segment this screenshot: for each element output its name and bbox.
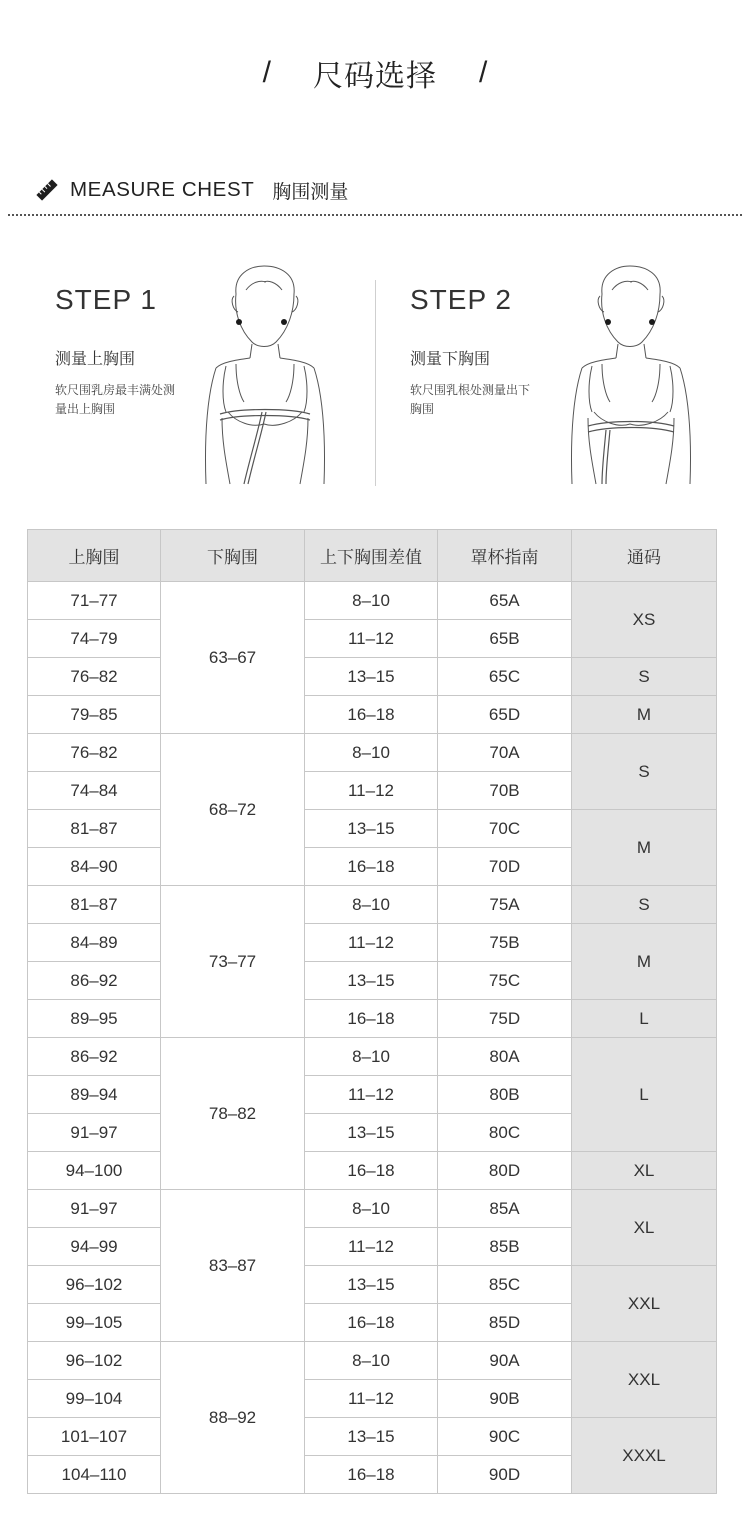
cup-size-cell: 90C <box>438 1418 572 1456</box>
cup-size-cell: 65C <box>438 658 572 696</box>
upper-chest-cell: 91–97 <box>28 1190 161 1228</box>
cup-size-cell: 70B <box>438 772 572 810</box>
upper-chest-cell: 96–102 <box>28 1266 161 1304</box>
header-chest-difference: 上下胸围差值 <box>305 530 438 582</box>
chest-difference-cell: 13–15 <box>305 810 438 848</box>
cup-size-cell: 90D <box>438 1456 572 1494</box>
step-2-title: STEP 2 <box>410 284 512 315</box>
header-cup-guide: 罩杯指南 <box>438 530 572 582</box>
step-1-subtitle: 测量上胸围 <box>55 349 136 368</box>
chest-difference-cell: 11–12 <box>305 924 438 962</box>
table-row <box>28 734 717 772</box>
general-size-cell: XXXL <box>572 1418 717 1494</box>
under-chest-cell: 88–92 <box>161 1342 305 1494</box>
upper-chest-cell: 101–107 <box>28 1418 161 1456</box>
general-size-cell: M <box>572 696 717 734</box>
under-chest-cell: 73–77 <box>161 886 305 1038</box>
step-2-description: 软尺围乳根处测量出下胸围 <box>410 383 531 416</box>
chest-difference-cell: 8–10 <box>305 582 438 620</box>
chest-difference-cell: 8–10 <box>305 1342 438 1380</box>
chest-difference-cell: 8–10 <box>305 1190 438 1228</box>
header-under-chest: 下胸围 <box>161 530 305 582</box>
step-2 <box>410 284 540 419</box>
chest-difference-cell: 13–15 <box>305 1418 438 1456</box>
cup-size-cell: 80B <box>438 1076 572 1114</box>
table-row <box>28 582 717 620</box>
steps-divider <box>375 280 376 486</box>
general-size-cell: XXL <box>572 1342 717 1418</box>
table-row <box>28 696 717 734</box>
upper-chest-cell: 96–102 <box>28 1342 161 1380</box>
chest-difference-cell: 16–18 <box>305 1304 438 1342</box>
measure-chest-cn: 胸围测量 <box>272 180 349 203</box>
under-chest-cell: 63–67 <box>161 582 305 734</box>
cup-size-cell: 65A <box>438 582 572 620</box>
upper-chest-cell: 81–87 <box>28 810 161 848</box>
upper-chest-cell: 91–97 <box>28 1114 161 1152</box>
cup-size-cell: 85B <box>438 1228 572 1266</box>
table-row <box>28 1152 717 1190</box>
upper-chest-cell: 99–105 <box>28 1304 161 1342</box>
upper-chest-cell: 104–110 <box>28 1456 161 1494</box>
table-row <box>28 810 717 848</box>
upper-chest-illustration <box>200 262 330 488</box>
general-size-cell: M <box>572 924 717 1000</box>
chest-difference-cell: 16–18 <box>305 848 438 886</box>
chest-difference-cell: 16–18 <box>305 1000 438 1038</box>
cup-size-cell: 65B <box>438 620 572 658</box>
step-2-subtitle: 测量下胸围 <box>410 349 491 368</box>
table-row <box>28 1418 717 1456</box>
ruler-icon <box>34 172 60 208</box>
general-size-cell: XL <box>572 1190 717 1266</box>
table-header-row <box>28 530 717 582</box>
general-size-cell: S <box>572 658 717 696</box>
general-size-cell: S <box>572 886 717 924</box>
cup-size-cell: 85C <box>438 1266 572 1304</box>
step-1-title: STEP 1 <box>55 284 157 315</box>
cup-size-cell: 85D <box>438 1304 572 1342</box>
title-slash-right: / <box>479 56 488 89</box>
upper-chest-cell: 99–104 <box>28 1380 161 1418</box>
upper-chest-cell: 89–95 <box>28 1000 161 1038</box>
title-slash-left: / <box>262 56 271 89</box>
chest-difference-cell: 8–10 <box>305 734 438 772</box>
measure-chest-en: MEASURE CHEST <box>70 178 255 201</box>
header-general-size: 通码 <box>572 530 717 582</box>
chest-difference-cell: 8–10 <box>305 1038 438 1076</box>
cup-size-cell: 70D <box>438 848 572 886</box>
table-row <box>28 1038 717 1076</box>
under-chest-cell: 68–72 <box>161 734 305 886</box>
upper-chest-cell: 86–92 <box>28 962 161 1000</box>
chest-difference-cell: 11–12 <box>305 772 438 810</box>
page-title <box>0 48 750 98</box>
cup-size-cell: 90B <box>438 1380 572 1418</box>
chest-difference-cell: 8–10 <box>305 886 438 924</box>
general-size-cell: XXL <box>572 1266 717 1342</box>
chest-difference-cell: 11–12 <box>305 1228 438 1266</box>
upper-chest-cell: 84–89 <box>28 924 161 962</box>
cup-size-cell: 80D <box>438 1152 572 1190</box>
upper-chest-cell: 94–99 <box>28 1228 161 1266</box>
upper-chest-cell: 86–92 <box>28 1038 161 1076</box>
general-size-cell: XL <box>572 1152 717 1190</box>
header-upper-chest: 上胸围 <box>28 530 161 582</box>
upper-chest-cell: 71–77 <box>28 582 161 620</box>
upper-chest-cell: 81–87 <box>28 886 161 924</box>
upper-chest-cell: 94–100 <box>28 1152 161 1190</box>
under-chest-cell: 83–87 <box>161 1190 305 1342</box>
under-chest-cell: 78–82 <box>161 1038 305 1190</box>
chest-difference-cell: 11–12 <box>305 620 438 658</box>
upper-chest-cell: 74–79 <box>28 620 161 658</box>
cup-size-cell: 70A <box>438 734 572 772</box>
chest-difference-cell: 16–18 <box>305 1152 438 1190</box>
table-row <box>28 1000 717 1038</box>
general-size-cell: L <box>572 1000 717 1038</box>
chest-difference-cell: 11–12 <box>305 1076 438 1114</box>
chest-difference-cell: 16–18 <box>305 696 438 734</box>
upper-chest-cell: 79–85 <box>28 696 161 734</box>
step-1-description: 软尺围乳房最丰满处测量出上胸围 <box>55 383 176 416</box>
size-chart-table <box>27 529 717 1494</box>
cup-size-cell: 90A <box>438 1342 572 1380</box>
table-row <box>28 886 717 924</box>
cup-size-cell: 85A <box>438 1190 572 1228</box>
cup-size-cell: 80C <box>438 1114 572 1152</box>
table-row <box>28 658 717 696</box>
table-row <box>28 924 717 962</box>
general-size-cell: M <box>572 810 717 886</box>
measure-chest-heading <box>34 172 348 208</box>
cup-size-cell: 75D <box>438 1000 572 1038</box>
chest-difference-cell: 11–12 <box>305 1380 438 1418</box>
title-text: 尺码选择 <box>313 59 437 94</box>
table-row <box>28 1266 717 1304</box>
chest-difference-cell: 13–15 <box>305 658 438 696</box>
chest-difference-cell: 13–15 <box>305 1114 438 1152</box>
general-size-cell: S <box>572 734 717 810</box>
chest-difference-cell: 13–15 <box>305 962 438 1000</box>
cup-size-cell: 75A <box>438 886 572 924</box>
chest-difference-cell: 13–15 <box>305 1266 438 1304</box>
cup-size-cell: 75C <box>438 962 572 1000</box>
upper-chest-cell: 76–82 <box>28 658 161 696</box>
table-row <box>28 1190 717 1228</box>
general-size-cell: XS <box>572 582 717 658</box>
cup-size-cell: 70C <box>438 810 572 848</box>
cup-size-cell: 65D <box>438 696 572 734</box>
dotted-divider <box>8 214 742 216</box>
step-1 <box>55 284 185 419</box>
general-size-cell: L <box>572 1038 717 1152</box>
upper-chest-cell: 89–94 <box>28 1076 161 1114</box>
upper-chest-cell: 76–82 <box>28 734 161 772</box>
cup-size-cell: 80A <box>438 1038 572 1076</box>
lower-chest-illustration <box>566 262 696 488</box>
upper-chest-cell: 74–84 <box>28 772 161 810</box>
cup-size-cell: 75B <box>438 924 572 962</box>
upper-chest-cell: 84–90 <box>28 848 161 886</box>
chest-difference-cell: 16–18 <box>305 1456 438 1494</box>
table-row <box>28 1342 717 1380</box>
